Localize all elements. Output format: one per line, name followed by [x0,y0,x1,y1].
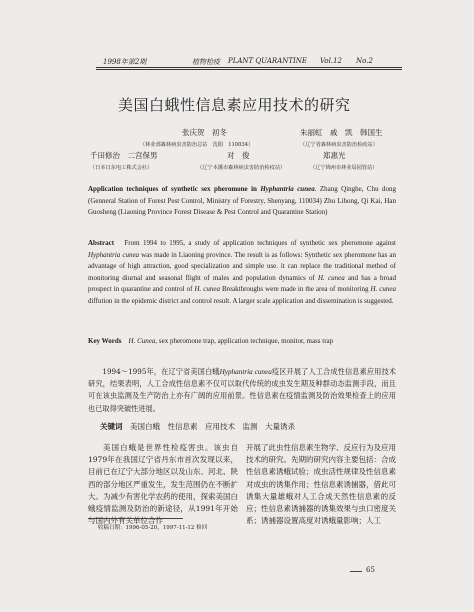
abstract-text-3: and has a broad prospect in quarantine and control of [88,273,396,293]
abstract-species-4: H. cunea [370,285,396,293]
body-column-left: 美国白蛾是世界性检疫害虫。该虫自1979年在我国辽宁省丹东市首次发现以来，目前已在辽宁大部分地区以及山东、河北、陕西的部分地区严重发生，发生范围仍在不断扩大。为减少有害化学农药的使用，探索美国白蛾疫情监测及防治的新途径，从1991年开始与国内外有关单位合作 [88,443,238,526]
abstract-species-3: H. cunea [194,285,220,293]
page-number-dash [350,571,362,572]
affiliation-row2-b: （辽宁本溪市森林病虫害防治检疫站） [197,165,286,171]
keywords-label-cn: 关键词 [100,422,123,431]
keywords-label-en: Key Words [88,337,122,345]
affiliation-row2-c: （辽宁锦州市林业局园管站） [310,165,378,171]
cn-abstract-species: Hyphantria cunea [219,368,272,376]
cn-abstract-text-2: 疫区开展了人工合成性信息素应用技术研究，结果表明，人工合成性信息素不仅可以取代传统的成虫发生期及种群动态监测手段，而且可在该虫监测及生产防治上亦有广阔的应用前景。性信息素在疫情监测及防治效果检查上的应用也已取得突破性进展。 [88,367,396,413]
header-rule-bottom [96,69,402,70]
header-issue: No.2 [356,57,373,65]
abstract-species-2: H. cunea [317,273,345,282]
abstract-text-4: Breakthroughs were made in the area of monitoring [219,285,371,293]
header-volume: Vol.12 [320,57,342,65]
affiliation-row1-right: （辽宁省森林病虫害防治检疫站） [300,142,378,148]
chinese-keywords [100,421,295,432]
abstract-label: Abstract [88,239,115,247]
page-title: 美国白蛾性信息素应用技术的研究 [118,96,351,114]
keywords-species-en: H. Cunea [128,337,156,345]
english-title-block [88,184,396,219]
header-journal-cn: 植物检疫 [192,58,220,66]
keywords-text-en: , sex pheromone trap, application technique, monitor, mass trap [155,337,334,345]
abstract-text-1: From 1994 to 1995, a study of application techniques of synthetic sex pheromone against [114,239,396,247]
chinese-abstract [88,366,396,415]
english-title-label: Application techniques of synthetic sex pheromone in [88,185,261,193]
header-volume-cn: 1998年第2期 [103,58,147,66]
english-title-authors: . Zhang Qinghe, Chu dong (Genneral Station of Forest Pest Control, Ministry of Forestry, Shenyang, 110034) Zhu Lihong, Qi Kai, Han Guosheng (Liaoning Province Forest Disease & Pest Control and Quarantine Station) [88,185,397,216]
received-date: 收稿日期：1996-05-20，1997-11-12 修回 [98,525,208,531]
abstract-text-2: was made in Liaoning province. The result is as follows: Synthetic sex pheromone has an advantage of high attraction, good specialization and simple use. it can replace the traditional method of monitoring diurnal and seasonal flight of males and population dynamics of [88,250,396,282]
english-keywords [88,336,396,348]
abstract-text-5: diffution in the epidemic district and control result. A larger scale application and dissemination is suggested. [88,296,394,305]
authors-row2-a: 千田修治 二宫保男 [90,151,158,160]
authors-row2-c: 郑惠光 [323,151,346,160]
affiliation-row1-left: （林业部森林病虫害防治总站 沈阳 110034） [140,142,254,148]
cn-abstract-text-1: 1994～1995年，在辽宁省美国白蛾 [102,367,220,376]
page-number: 65 [366,566,375,574]
authors-row2-b: 对 俊 [227,151,250,160]
footer-rule [88,518,183,519]
keywords-text-cn: 美国白蛾 性信息素 应用技术 监测 大量诱杀 [130,422,295,431]
abstract-species-1: Hyphantria cunea [88,250,140,259]
authors-row1-left: 张庆贺 初冬 [182,128,227,137]
header-journal-en: PLANT QUARANTINE [228,57,308,65]
authors-row1-right: 朱丽虹 戚 凯 韩国生 [300,128,383,137]
english-title-species: Hyphantria cunea [260,185,315,193]
body-column-right: 开展了此虫性信息素生物学、反应行为及应用技术的研究。先期的研究内容主要包括：合成性信息素诱蛾试验；成虫活性规律及性信息素对成虫的诱集作用；性信息素诱捕器，借此可诱集大量雄蛾对人工合成天然性信息素的反应；性信息素诱捕器的诱集效果与虫口密度关系；诱捕器设置高度对诱蛾量影响；人工 [246,443,396,526]
header-rule-top [96,67,402,68]
affiliation-row2-a: （日本日东电工株式会社） [90,165,153,171]
english-abstract [88,238,396,307]
